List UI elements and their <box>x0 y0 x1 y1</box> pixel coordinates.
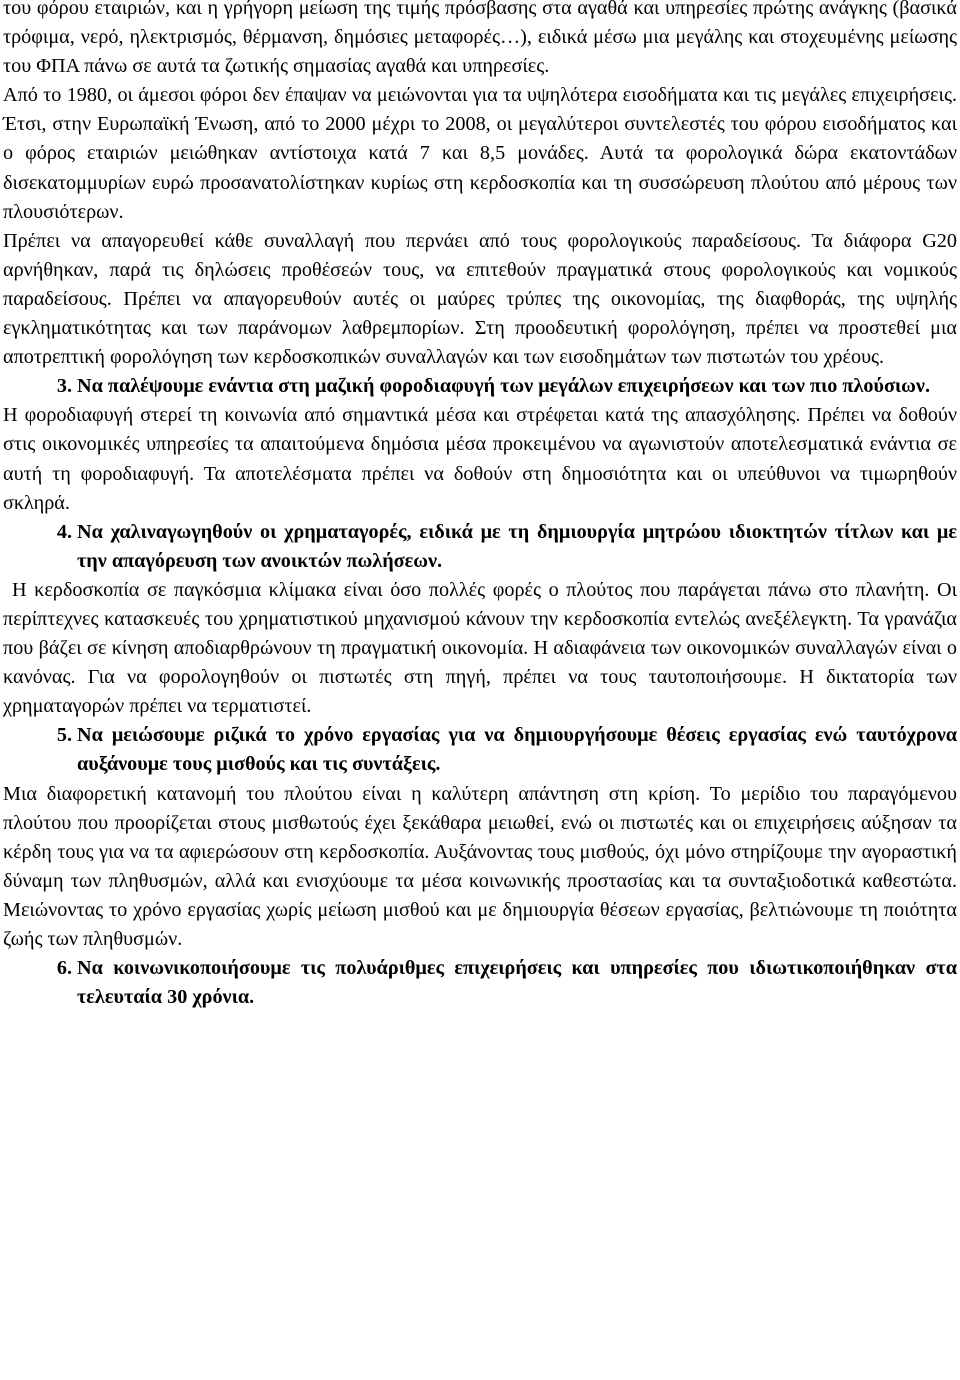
heading-6-number: 6. <box>56 957 72 980</box>
heading-5-number: 5. <box>56 724 72 747</box>
heading-3-number: 3. <box>56 375 72 398</box>
heading-4-number: 4. <box>56 520 72 543</box>
paragraph-vat-reduction: του φόρου εταιριών, και η γρήγορη μείωση της τιμής πρόσβασης στα αγαθά και υπηρεσίες πρώτης ανάγκης (βασικά τρόφιμα, νερό, ηλεκτρισμός, θέρμανση, δημόσιες μεταφορές…), ειδικά μέσω μια μεγάλης και στοχευμένης μείωσης του ΦΠΑ πάνω σε αυτά τα ζωτικής σημασίας αγαθά και υπηρεσίες. <box>3 0 957 78</box>
heading-3-text: Να παλέψουμε ενάντια στη μαζική φοροδιαφυγή των μεγάλων επιχειρήσεων και των πιο πλούσιων. <box>77 375 931 398</box>
paragraph-speculation: Η κερδοσκοπία σε παγκόσμια κλίμακα είναι όσο πολλές φορές ο πλούτος που παράγεται πάνω στο πλανήτη. Οι περίπτεχνες κατασκευές του χρηματιστικού μηχανισμού κάνουν την κερδοσκοπία εντελώς ανεξέλεγκτη. Τα γρανάζια που βάζει σε κίνηση αποδιαρθρώνουν τη πραγματική οικονομία. Η αδιαφάνεια των οικονομικών συναλλαγών είναι ο κανόνας. Για να φορολογηθούν οι πιστωτές στη πηγή, πρέπει να τους ταυτοποιήσουμε. Η δικτατορία των χρηματαγορών πρέπει να τερματιστεί. <box>3 578 957 718</box>
heading-5-text: Να μειώσουμε ριζικά το χρόνο εργασίας για να δημιουργήσουμε θέσεις εργασίας ενώ ταυτόχρονα αυξάνουμε τους μισθούς και τις συντάξεις. <box>77 724 957 776</box>
heading-6 <box>3 954 957 1012</box>
heading-4-text: Να χαλιναγωγηθούν οι χρηματαγορές, ειδικά με τη δημιουργία μητρώου ιδιοκτητών τίτλων και με την απαγόρευση των ανοικτών πωλήσεων. <box>77 520 957 572</box>
heading-3 <box>3 372 957 401</box>
paragraph-wealth-distribution: Μια διαφορετική κατανομή του πλούτου είναι η καλύτερη απάντηση στη κρίση. Το μερίδιο του παραγόμενου πλούτου που προορίζεται στους μισθωτούς έχει ξεκάθαρα μειωθεί, ενώ οι πιστωτές και οι επιχειρήσεις αύξησαν τα κέρδη τους για να τα αφιερώσουν στη κερδοσκοπία. Αυξάνοντας τους μισθούς, όχι μόνο στηρίζουμε την αγοραστική δύναμη των πληθυσμών, αλλά και ενισχύουμε τα μέσα κοινωνικής προστασίας και τα συνταξιοδοτικά καθεστώτα. Μειώνοντας το χρόνο εργασίας χωρίς μείωση μισθού και με δημιουργία θέσεων εργασίας, βελτιώνουμε τη ποιότητα ζωής των πληθυσμών. <box>3 782 957 950</box>
paragraph-tax-evasion: Η φοροδιαφυγή στερεί τη κοινωνία από σημαντικά μέσα και στρέφεται κατά της απασχόλησης. Πρέπει να δοθούν στις οικονομικές υπηρεσίες τα απαιτούμενα δημόσια μέσα προκειμένου να αγωνιστούν αποτελεσματικά ενάντια σε αυτή τη φοροδιαφυγή. Τα αποτελέσματα πρέπει να δοθούν στη δημοσιότητα και οι υπεύθυνοι να τιμωρηθούν σκληρά. <box>3 404 957 514</box>
heading-5 <box>3 721 957 779</box>
heading-6-text: Να κοινωνικοποιήσουμε τις πολυάριθμες επιχειρήσεις και υπηρεσίες που ιδιωτικοποιήθηκαν στα τελευταία 30 χρόνια. <box>77 957 957 1009</box>
heading-4 <box>3 518 957 576</box>
paragraph-tax-havens: Πρέπει να απαγορευθεί κάθε συναλλαγή που περνάει από τους φορολογικούς παραδείσους. Τα διάφορα G20 αρνήθηκαν, παρά τις δηλώσεις προθέσεών τους, να επιτεθούν πραγματικά στους φορολογικούς και νομικούς παραδείσους. Πρέπει να απαγορευθούν αυτές οι μαύρες τρύπες της οικονομίας, της διαφθοράς, της υψηλής εγκληματικότητας και των παράνομων λαθρεμπορίων. Στη προοδευτική φορολόγηση, πρέπει να προστεθεί μια αποτρεπτική φορολόγηση των κερδοσκοπικών συναλλαγών και των εισοδημάτων των πιστωτών του χρέους. <box>3 229 957 369</box>
paragraph-direct-taxes: Από το 1980, οι άμεσοι φόροι δεν έπαψαν να μειώνονται για τα υψηλότερα εισοδήματα και τις μεγάλες επιχειρήσεις. Έτσι, στην Ευρωπαϊκή Ένωση, από το 2000 μέχρι το 2008, οι μεγαλύτεροι συντελεστές του φόρου εισοδήματος και ο φόρος εταιριών μειώθηκαν αντίστοιχα κατά 7 και 8,5 μονάδες. Αυτά τα φορολογικά δώρα εκατοντάδων δισεκατομμυρίων ευρώ προσανατολίστηκαν κυρίως στη κερδοσκοπία και τη συσσώρευση πλούτου από μέρους των πλουσιότερων. <box>3 84 957 223</box>
